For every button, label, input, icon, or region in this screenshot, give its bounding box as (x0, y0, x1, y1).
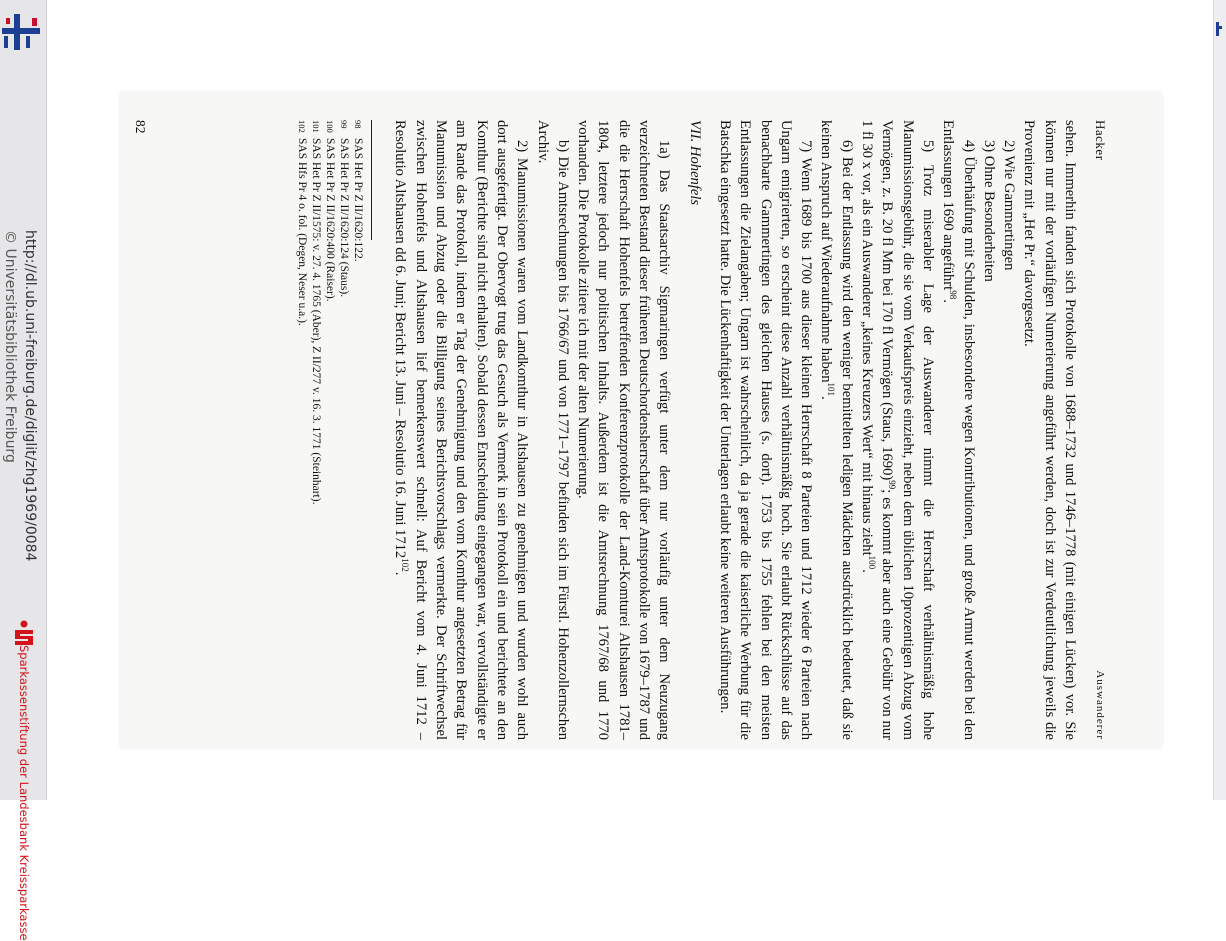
paragraph: b) Die Amtsrechnungen bis 1766/67 und von 1771–1797 befinden sich im Fürstl. Hohenzollernschen Archiv. (534, 120, 571, 740)
viewer-sidebar-left (0, 0, 47, 941)
paragraph: 5) Trotz miserabler Lage der Auswanderer nimmt die Herrschaft verhältnismäßig hohe Manumissionsgebühr, die sie vom Verkaufspreis einzieht, neben dem üblichen 10prozentigen Abzug vom Vermögen, z. B. 20 fl Mm bei 170 fl Vermögen (Staus, 1690)$^{99}$; es kommt aber auch eine Gebühr von nur 1 fl 30 x vor, als ein Auswanderer „keines Kreuzers Wert“ mit hinaus zieht$^{100}$. (859, 120, 936, 741)
paragraph: 3) Ohne Besonderheiten (980, 140, 997, 282)
university-library-logo[interactable] (2, 14, 40, 54)
paragraph: sehen. Immerhin fanden sich Protokolle von 1688–1732 und 1746–1778 (mit einigen Lücken) vor. Sie können nur mit der vorläufigen Numerierung angeführt werden, doch ist zur Verdeutlichung jeweils die Provenienz mit „Het Pr.“ davorgesetzt. (1021, 120, 1078, 740)
paragraph: 4) Überhäufung mit Schulden, insbesondere wegen Kontributionen, und große Armut werden bei den Entlassungen 1690 angeführt$^{98}$. (940, 120, 977, 740)
section-heading: VII. Hohenfels (686, 120, 703, 206)
running-head (1092, 120, 1110, 740)
paragraph: 7) Wenn 1689 bis 1700 aus dieser kleinen Herrschaft 8 Parteien und 1712 wieder 6 Parteien nach Ungarn emigrierten, so erscheint diese Anzahl verhältnismäßig hoch. Sie erlaubt Rückschlüsse auf das benachbarte Gammertingen des gleichen Hauses (s. dort). 1753 bis 1755 fehlen bei den meisten Entlassungen die Zielangaben; Ungarn ist wahrscheinlich, da ja gerade die kaiserliche Werbung für die Batschka eingesetzt hatte. Die Lückenhaftigkeit der Unterlagen erlaubt keine weiteren Ausführungen. (716, 120, 815, 740)
footnote-ref: 101 (826, 382, 837, 397)
footnote-ref: 100 (866, 555, 877, 570)
footnote: 98SAS Het Pr Z II/1620:122. (352, 120, 365, 262)
sponsor-text: Sparkassenstiftung der Landesbank Kreissparkasse (17, 645, 31, 941)
document-url-link[interactable]: http://dl.ub.uni-freiburg.de/diglit/zhg1969/0084 (22, 230, 38, 562)
footnote: 101SAS Het Pr Z II/1575: v. 27. 4. 1765 (Aber), Z II/277 v. 16. 3. 1771 (Steinhart). (310, 120, 323, 505)
footnote: 99SAS Het Pr Z II/1620:124 (Staus). (338, 120, 351, 298)
footnote-divider (371, 120, 372, 240)
page-number: 82 (133, 120, 149, 134)
paragraph: 1a) Das Staatsarchiv Sigmaringen verfügt unter dem nur vorläufig unter dem Neuzugang verzeichneten Bestand dieser früheren Deutschordensherrschaft über Amtsprotokolle von 1679–1787 und die die Herrschaft Hohenfels betreffenden Konferenzprotokolle der Land-Komturei Altshausen 1781–1804, letztere jedoch nur politischen Inhalts. Außerdem ist die Amtsrechnung 1767/68 und 1770 vorhanden. Die Protokolle zitiere ich mit der alten Numerierung. (575, 120, 673, 740)
document-url-block (0, 230, 40, 561)
footnote: 100SAS Het Pr Z II/1620:400 (Raiser). (324, 120, 337, 302)
paragraph: 2) Manumissionen waren vom Landkomthur in Altshausen zu genehmigen und wurden wohl auch dort ausgefertigt. Der Obervogt trug das Gesuch als Vermerk in sein Protokoll ein und berichtete an den Komthur (Berichte sind nicht erhalten). Sobald dessen Entscheidung eingegangen war, vervollständigte er am Rande das Protokoll, indem er Tag der Genehmigung und den vom Komthur angesetzten Betrag für Manumission und Abzug oder die Billigung seines Berichtsvorschlags vermerkte. Der Schriftwechsel zwischen Hohenfels und Altshausen lief bemerkenswert schnell: Auf Bericht vom 4. Juni 1712 – Resolutio Altshausen dd 6. Juni; Bericht 13. Juni – Resolutio 16. Juni 1712$^{102}$. (392, 120, 531, 740)
running-head-title: Auswanderer (1094, 670, 1106, 740)
viewer-sidebar-right (1213, 0, 1226, 800)
footnote-ref: 98 (948, 290, 959, 300)
footnote-ref: 99 (887, 480, 898, 490)
sparkasse-logo (12, 620, 36, 646)
footnote-ref: 102 (400, 558, 411, 572)
footnote: 102SAS Hfs Pr 4 o. fol. (Degen, Neser u.a.). (296, 120, 309, 326)
scanned-page-text (130, 120, 1110, 740)
copyright-notice: © Universitätsbibliothek Freiburg (2, 230, 18, 463)
running-head-author: Hacker (1093, 120, 1108, 161)
paragraph: 2) Wie Gammertingen (1001, 140, 1018, 271)
paragraph: 6) Bei der Entlassung wird den weniger bemittelten ledigen Mädchen ausdrücklich bedeutet, daß sie keinen Anspruch auf Wiederaufnahme haben$^{101}$. (818, 120, 855, 740)
edge-logo-icon (1216, 22, 1222, 36)
